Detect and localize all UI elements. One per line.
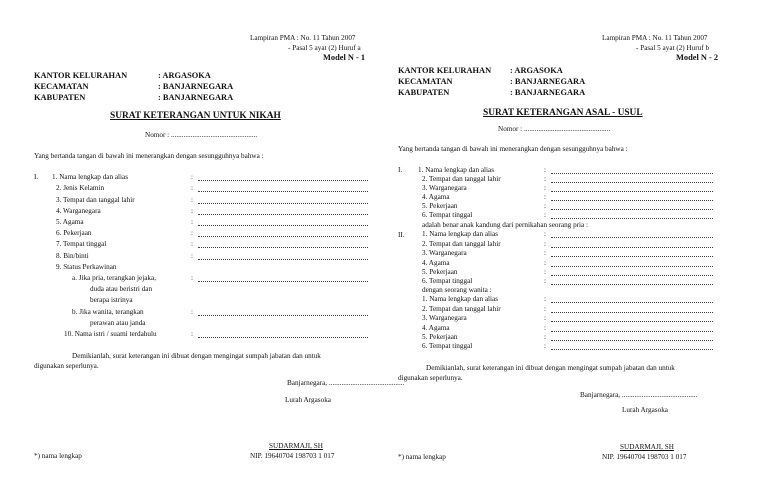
form-item-label: 1. Nama lengkap dan alias xyxy=(422,295,499,303)
colon-separator: : xyxy=(191,240,193,248)
colon-separator: : xyxy=(544,295,546,303)
form-item-label: berapa istrinya xyxy=(90,296,133,304)
colon-separator: : xyxy=(544,193,546,201)
model-label: Model N - 1 xyxy=(323,53,366,62)
colon-separator: : xyxy=(544,342,546,350)
colon-separator: : xyxy=(544,184,546,192)
fill-in-line[interactable] xyxy=(551,182,713,183)
fill-in-line[interactable] xyxy=(551,340,713,341)
colon-separator: : xyxy=(191,184,193,192)
fill-in-line[interactable] xyxy=(551,209,713,210)
fill-in-line[interactable] xyxy=(551,256,713,257)
header-label-kantor: KANTOR KELURAHAN xyxy=(398,66,492,75)
fill-in-line[interactable] xyxy=(198,236,368,237)
form-item-label: 4. Agama xyxy=(422,324,450,332)
fill-in-line[interactable] xyxy=(198,191,368,192)
signer-name: SUDARMAJI, SH xyxy=(620,443,674,451)
fill-in-line[interactable] xyxy=(551,247,713,248)
signer-title: Lurah Argasoka xyxy=(285,396,331,404)
header-label-kabupaten: KABUPATEN xyxy=(398,88,450,97)
header-value-kantor: : ARGASOKA xyxy=(510,66,563,75)
form-item-label: 2. Tempat dan tanggal lahir xyxy=(422,305,501,313)
footnote: *) nama lengkap xyxy=(398,453,446,461)
section-roman-i: I. xyxy=(398,166,403,174)
form-item-label: 6. Tempat tinggal xyxy=(422,277,473,285)
form-item-label: 4. Warganegara xyxy=(56,207,101,215)
form-item-label: b. Jika wanita, terangkan xyxy=(72,308,144,316)
form-item-label: 1. Nama lengkap dan alias xyxy=(52,173,129,181)
lampiran-text: Lampiran PMA : No. 11 Tahun 2007 xyxy=(250,34,356,42)
fill-in-line[interactable] xyxy=(551,275,713,276)
fill-in-line[interactable] xyxy=(551,237,713,238)
intro-text: Yang bertanda tangan di bawah ini menerangkan dengan sesungguhnya bahwa : xyxy=(34,152,264,160)
fill-in-line[interactable] xyxy=(551,312,713,313)
form-item-label: 2. Tempat dan tanggal lahir xyxy=(422,240,501,248)
fill-in-line[interactable] xyxy=(551,173,713,174)
colon-separator: : xyxy=(191,196,193,204)
colon-separator: : xyxy=(544,333,546,341)
form-item-label: perawan atau janda xyxy=(90,319,146,327)
form-item-label: 2. Jenis Kelamin xyxy=(56,184,105,192)
colon-separator: : xyxy=(544,211,546,219)
header-value-kabupaten: : BANJARNEGARA xyxy=(158,93,234,102)
form-item-label: dengan seorang wanita : xyxy=(422,286,492,294)
form-item-label: duda atau beristri dan xyxy=(90,285,153,293)
form-item-label: 3. Warganegara xyxy=(422,184,467,192)
fill-in-line[interactable] xyxy=(551,218,713,219)
fill-in-line[interactable] xyxy=(198,337,368,338)
fill-in-line[interactable] xyxy=(551,321,713,322)
pasal-text: - Pasal 5 ayat (2) Huruf a xyxy=(288,44,361,52)
document-title: SURAT KETERANGAN ASAL - USUL xyxy=(483,108,643,118)
colon-separator: : xyxy=(544,240,546,248)
header-label-kecamatan: KECAMATAN xyxy=(34,82,89,91)
fill-in-line[interactable] xyxy=(198,225,368,226)
colon-separator: : xyxy=(544,175,546,183)
colon-separator: : xyxy=(544,249,546,257)
colon-separator: : xyxy=(544,277,546,285)
colon-separator: : xyxy=(191,252,193,260)
form-item-label: 3. Warganegara xyxy=(422,249,467,257)
signer-title: Lurah Argasoka xyxy=(622,406,668,414)
colon-separator: : xyxy=(191,173,193,181)
fill-in-line[interactable] xyxy=(551,266,713,267)
colon-separator: : xyxy=(544,202,546,210)
fill-in-line[interactable] xyxy=(551,302,713,303)
document-title: SURAT KETERANGAN UNTUK NIKAH xyxy=(110,111,281,121)
fill-in-line[interactable] xyxy=(551,284,713,285)
fill-in-line[interactable] xyxy=(551,191,713,192)
colon-separator: : xyxy=(191,207,193,215)
fill-in-line[interactable] xyxy=(198,315,368,316)
colon-separator: : xyxy=(544,305,546,313)
nomor-line: Nomor : ................................................ xyxy=(145,131,258,139)
form-item-label: 4. Agama xyxy=(422,259,450,267)
place-date: Banjarnegara, .......................................... xyxy=(580,391,698,399)
lampiran-text: Lampiran PMA : No. 11 Tahun 2007 xyxy=(602,34,708,42)
closing-line-1: Demikianlah, surat keterangan ini dibuat dengan mengingat sumpah jabatan dan untuk xyxy=(72,352,321,360)
fill-in-line[interactable] xyxy=(198,259,368,260)
colon-separator: : xyxy=(544,230,546,238)
form-item-label: adalah benar anak kandung dari pernikahan seorang pria : xyxy=(422,221,589,229)
form-item-label: 7. Tempat tinggal xyxy=(56,240,107,248)
closing-line-1: Demikianlah, surat keterangan ini dibuat dengan mengingat sumpah jabatan dan untuk xyxy=(426,364,675,372)
colon-separator: : xyxy=(544,259,546,267)
colon-separator: : xyxy=(191,330,193,338)
signer-nip: NIP. 19640704 198703 1 017 xyxy=(602,453,687,461)
form-item-label: 6. Pekerjaan xyxy=(56,229,92,237)
place-date: Banjarnegara, .......................................... xyxy=(287,379,405,387)
colon-separator: : xyxy=(191,229,193,237)
fill-in-line[interactable] xyxy=(198,214,368,215)
form-item-label: 5. Pekerjaan xyxy=(422,202,458,210)
colon-separator: : xyxy=(191,218,193,226)
fill-in-line[interactable] xyxy=(198,247,368,248)
colon-separator: : xyxy=(544,268,546,276)
colon-separator: : xyxy=(544,314,546,322)
header-value-kecamatan: : BANJARNEGARA xyxy=(158,82,234,91)
closing-line-2: digunakan seperlunya. xyxy=(34,362,99,370)
form-item-label: 8. Bin/binti xyxy=(56,252,89,260)
form-item-label: 5. Pekerjaan xyxy=(422,333,458,341)
form-item-label: 3. Tempat dan tanggal lahir xyxy=(56,196,135,204)
header-value-kecamatan: : BANJARNEGARA xyxy=(510,77,586,86)
form-item-label: 6. Tempat tinggal xyxy=(422,342,473,350)
signer-nip: NIP. 19640704 198703 1 017 xyxy=(250,452,335,460)
form-item-label: 6. Tempat tinggal xyxy=(422,211,473,219)
model-label: Model N - 2 xyxy=(676,53,719,62)
fill-in-line[interactable] xyxy=(198,180,368,181)
form-item-label: 5. Agama xyxy=(56,218,84,226)
fill-in-line[interactable] xyxy=(198,203,368,204)
form-item-label: 10. Nama istri / suami terdahulu xyxy=(64,330,157,338)
form-item-label: 5. Pekerjaan xyxy=(422,268,458,276)
header-label-kantor: KANTOR KELURAHAN xyxy=(34,71,128,80)
right-form-page xyxy=(384,0,768,503)
form-item-label: 1. Nama lengkap dan alias xyxy=(418,166,495,174)
colon-separator: : xyxy=(191,308,193,316)
colon-separator: : xyxy=(191,274,193,282)
section-roman-ii: II. xyxy=(398,231,405,239)
header-label-kabupaten: KABUPATEN xyxy=(34,93,86,102)
form-item-label: 2. Tempat dan tanggal lahir xyxy=(422,175,501,183)
fill-in-line[interactable] xyxy=(551,349,713,350)
fill-in-line[interactable] xyxy=(551,331,713,332)
form-item-label: 4. Agama xyxy=(422,193,450,201)
nomor-line: Nomor : ................................................ xyxy=(498,125,611,133)
fill-in-line[interactable] xyxy=(551,200,713,201)
header-value-kabupaten: : BANJARNEGARA xyxy=(510,88,586,97)
fill-in-line[interactable] xyxy=(198,281,368,282)
intro-text: Yang bertanda tangan di bawah ini menerangkan dengan sesungguhnya bahwa : xyxy=(398,145,628,153)
header-value-kantor: : ARGASOKA xyxy=(158,71,211,80)
pasal-text: - Pasal 5 ayat (2) Huruf b xyxy=(636,44,710,52)
colon-separator: : xyxy=(544,166,546,174)
form-item-label: 9. Status Perkawinan xyxy=(56,263,117,271)
form-item-label: 3. Warganegara xyxy=(422,314,467,322)
footnote: *) nama lengkap xyxy=(34,452,82,460)
header-label-kecamatan: KECAMATAN xyxy=(398,77,453,86)
section-roman-i: I. xyxy=(34,173,39,181)
closing-line-2: digunakan seperlunya. xyxy=(398,374,463,382)
form-item-label: a. Jika pria, terangkan jejaka, xyxy=(72,274,157,282)
signer-name: SUDARMAJI, SH xyxy=(269,442,323,450)
colon-separator: : xyxy=(544,324,546,332)
form-item-label: 1. Nama lengkap dan alias xyxy=(422,230,499,238)
